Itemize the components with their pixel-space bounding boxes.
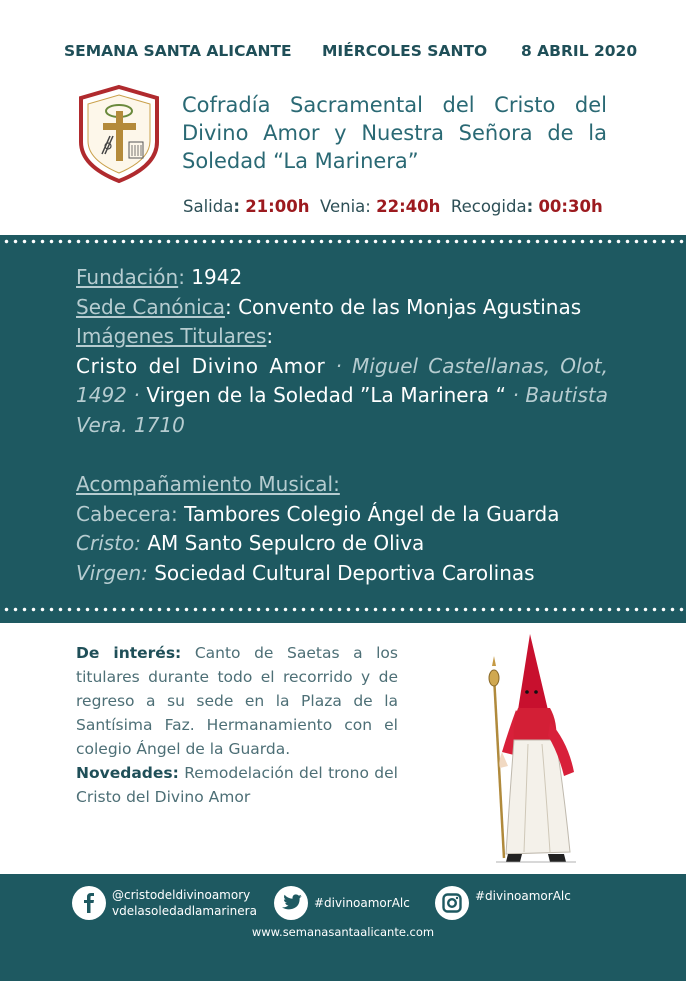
virgen-value: Sociedad Cultural Deportiva Carolinas [154,560,535,585]
imagenes-row: Imágenes Titulares: [76,324,274,348]
twitter-icon [274,886,308,920]
interes-text: Canto de Saetas a los titulares durante todo el recorrido y de regreso a su sede en la Plaza de la Santísima Faz. Hermanamiento con el colegio Ángel de la Guarda. [76,644,398,758]
nazareno-figure [478,632,586,868]
imagen1-author: · Miguel Castellanas, Olot, 1492 · [76,353,609,407]
cristo-value: AM Santo Sepulcro de Oliva [147,531,425,555]
sede-row: Sede Canónica: Convento de las Monjas Agustinas [76,294,582,319]
brotherhood-emblem [76,84,162,184]
fundacion-row: Fundación: 1942 [76,265,243,289]
instagram-hashtag: #divinoamorAlc [475,889,571,903]
event-date: 8 ABRIL 2020 [521,42,638,60]
fundacion-label: Fundación [76,265,179,289]
instagram-icon [435,886,469,920]
sede-value: Convento de las Monjas Agustinas [238,294,582,319]
website-link[interactable]: www.semanasantaalicante.com [251,925,435,939]
facebook-link[interactable] [72,886,257,920]
instagram-link[interactable] [435,886,571,920]
venia-label: Venia: [319,197,371,216]
cristo-row [76,529,608,559]
imagen2-author: · Bautista Vera. 1710 [76,383,608,437]
event-title: SEMANA SANTA ALICANTE [64,42,292,60]
schedule-line: Salida: 21:00h Venia: 22:40h Recogida: 00:30h [183,197,603,216]
dotted-divider-bottom [2,607,684,612]
virgen-label: Virgen: [76,560,148,585]
cabecera-row [76,500,608,530]
cristo-label: Cristo: [76,531,141,555]
facebook-handle-line2: vdelasoledadlamarinera [112,904,257,918]
imagenes-detail [76,352,608,441]
imagen2-name: Virgen de la Soledad ”La Marinera “ [146,383,506,407]
recogida-label: Recogida [450,197,527,216]
salida-label: Salida [183,197,234,216]
sede-label: Sede Canónica [76,294,225,319]
interest-section [76,641,398,809]
info-panel [76,263,608,588]
venia-time: 22:40h [376,197,441,216]
twitter-hashtag: #divinoamorAlc [314,896,410,910]
twitter-link[interactable] [274,886,410,920]
header-bar [0,42,686,62]
musica-label: Acompañamiento Musical: [76,472,340,496]
facebook-icon [72,886,106,920]
cabecera-label: Cabecera: [76,501,178,526]
imagen1-name: Cristo del Divino Amor [76,353,326,378]
interes-label: De interés: [76,644,182,662]
recogida-time: 00:30h [538,197,603,216]
brotherhood-name: Cofradía Sacramental del Cristo del Divino Amor y Nuestra Señora de la Soledad “La Marinera” [182,93,607,173]
day-title: MIÉRCOLES SANTO [322,42,488,60]
novedades-label: Novedades: [76,764,179,782]
salida-time: 21:00h [245,197,310,216]
fundacion-value: 1942 [191,265,243,289]
musica-row [76,470,608,500]
virgen-row [76,559,608,589]
imagenes-label: Imágenes Titulares [76,324,267,348]
cabecera-value: Tambores Colegio Ángel de la Guarda [184,501,560,526]
dotted-divider-top [2,239,684,244]
novedades-text: Remodelación del trono del Cristo del Divino Amor [76,764,398,806]
facebook-handle-line1: @cristodeldivinoamory [112,888,251,902]
